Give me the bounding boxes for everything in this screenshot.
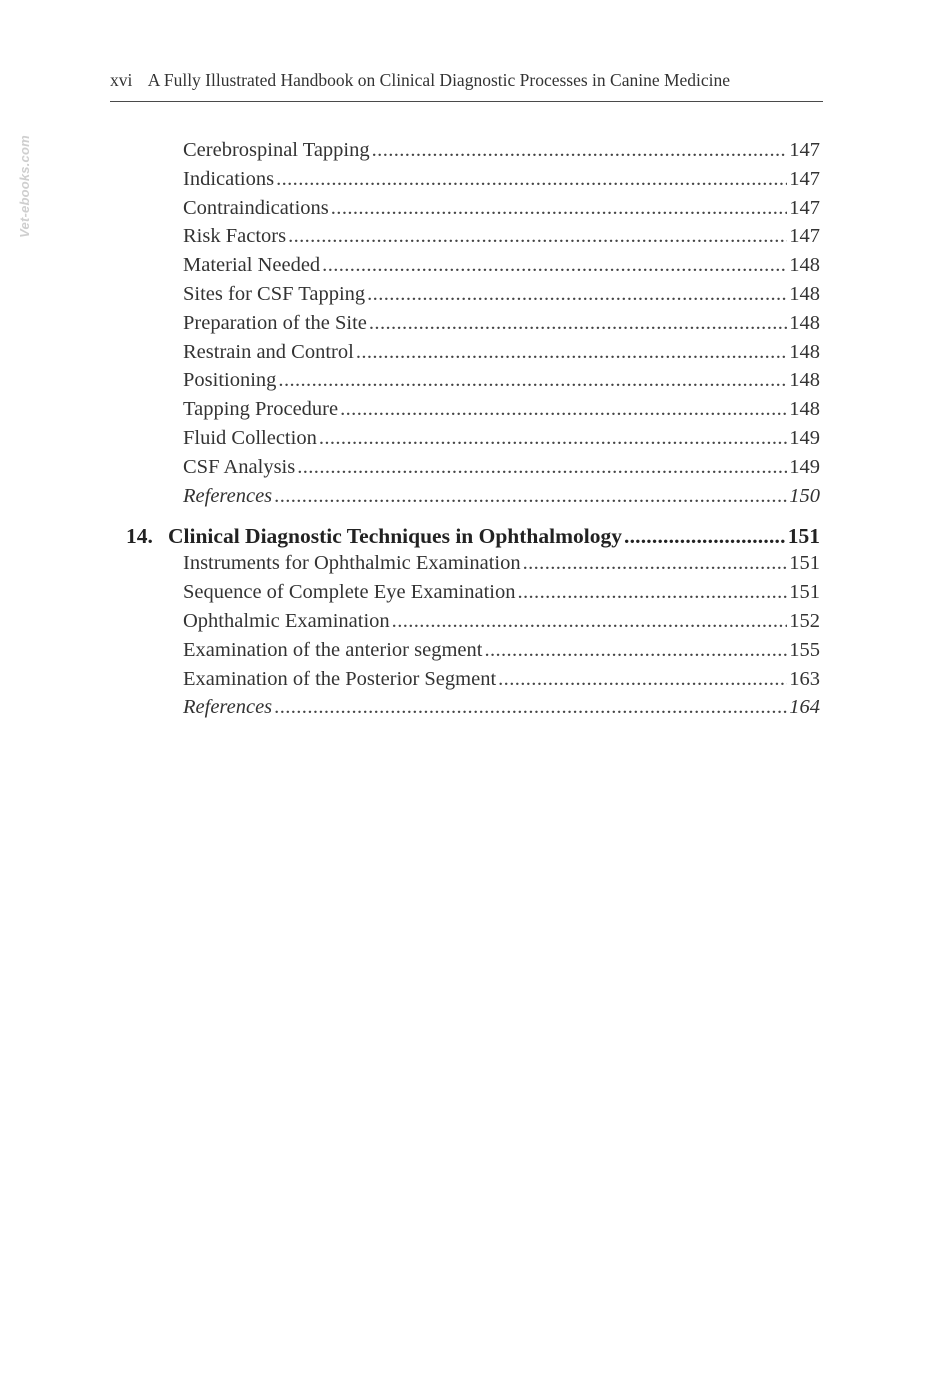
toc-entry-label: Ophthalmic Examination xyxy=(183,609,390,632)
book-title: A Fully Illustrated Handbook on Clinical Diagnostic Processes in Canine Medicine xyxy=(147,70,731,90)
toc-entry-page: 155 xyxy=(789,638,820,661)
toc-entry-label: Examination of the anterior segment xyxy=(183,638,483,661)
toc-entry-label: References xyxy=(183,696,273,719)
toc-entry-sites-for-csf-tapping xyxy=(183,280,820,309)
dot-leader xyxy=(367,280,787,309)
dot-leader xyxy=(340,395,787,424)
toc-entry-page: 147 xyxy=(789,139,820,161)
toc-entry-label: Sequence of Complete Eye Examination xyxy=(183,581,516,604)
dot-leader xyxy=(392,607,788,636)
dot-leader xyxy=(624,521,786,551)
toc-entry-page: 147 xyxy=(789,167,820,190)
toc-entry-material-needed xyxy=(183,251,820,280)
toc-entry-page: 150 xyxy=(789,484,820,507)
dot-leader xyxy=(484,636,787,665)
toc-entry-label: References xyxy=(183,484,273,507)
dot-leader xyxy=(288,222,787,251)
toc-entry-page: 148 xyxy=(789,282,820,305)
toc-entry-label: CSF Analysis xyxy=(183,455,296,478)
toc-entry-label: Risk Factors xyxy=(183,225,287,248)
toc-entry-tapping-procedure xyxy=(183,395,820,424)
toc-entry-page: 149 xyxy=(789,426,820,449)
toc-entry-ophthalmic-examination xyxy=(183,607,820,636)
dot-leader xyxy=(276,165,787,194)
toc-entry-label: Material Needed xyxy=(183,254,321,277)
dot-leader xyxy=(372,136,788,165)
dot-leader xyxy=(369,309,787,338)
toc-entry-label: Positioning xyxy=(183,369,277,392)
toc-entry-label: Fluid Collection xyxy=(183,426,317,449)
page-folio: xvi xyxy=(110,70,133,90)
toc-entry-preparation-of-the-site xyxy=(183,309,820,338)
toc-entry-csf-analysis xyxy=(183,453,820,482)
toc-entry-restrain-and-control xyxy=(183,338,820,367)
toc-entry-risk-factors xyxy=(183,222,820,251)
toc-entry-page: 152 xyxy=(789,609,820,632)
table-of-contents xyxy=(110,136,820,722)
toc-entry-label: Indications xyxy=(183,167,275,190)
toc-entry-page: 148 xyxy=(789,340,820,363)
dot-leader xyxy=(517,578,787,607)
toc-entry-instruments-for-ophthalmic-examination xyxy=(183,549,820,578)
dot-leader xyxy=(319,424,787,453)
toc-entry-label: Tapping Procedure xyxy=(183,398,339,421)
dot-leader xyxy=(523,549,788,578)
toc-entry-label: Instruments for Ophthalmic Examination xyxy=(183,552,521,575)
toc-entry-examination-of-the-posterior-segment xyxy=(183,665,820,694)
dot-leader xyxy=(356,338,787,367)
toc-entry-cerebrospinal-tapping xyxy=(183,136,820,165)
chapter-title: Clinical Diagnostic Techniques in Ophthalmology xyxy=(168,524,622,549)
watermark-text: Vet-ebooks.com xyxy=(16,134,32,238)
toc-entry-page: 148 xyxy=(789,311,820,334)
toc-entry-page: 147 xyxy=(789,225,820,248)
dot-leader xyxy=(322,251,787,280)
toc-entry-sequence-of-complete-eye-examination xyxy=(183,578,820,607)
toc-entry-page: 148 xyxy=(789,369,820,392)
chapter-number: 14. xyxy=(126,524,153,549)
watermark xyxy=(12,130,36,242)
dot-leader xyxy=(331,194,787,223)
toc-entry-page: 164 xyxy=(789,696,820,719)
toc-chapter-14 xyxy=(126,521,820,551)
dot-leader xyxy=(297,453,787,482)
toc-entry-page: 148 xyxy=(789,254,820,277)
toc-entry-label: Examination of the Posterior Segment xyxy=(183,667,497,690)
toc-entry-examination-of-the-anterior-segment xyxy=(183,636,820,665)
toc-entry-page: 147 xyxy=(789,196,820,219)
toc-entry-fluid-collection xyxy=(183,424,820,453)
toc-entry-label: Contraindications xyxy=(183,196,329,219)
toc-entry-page: 151 xyxy=(789,581,820,604)
toc-entry-positioning xyxy=(183,366,820,395)
toc-entry-references xyxy=(183,693,820,722)
toc-entry-label: Preparation of the Site xyxy=(183,311,367,334)
dot-leader xyxy=(274,693,787,722)
toc-entry-label: Cerebrospinal Tapping xyxy=(183,139,370,161)
dot-leader xyxy=(278,366,787,395)
dot-leader xyxy=(498,665,787,694)
running-header xyxy=(110,68,823,102)
toc-entry-page: 149 xyxy=(789,455,820,478)
toc-entry-page: 148 xyxy=(789,398,820,421)
chapter-page: 151 xyxy=(787,524,820,549)
toc-entry-contraindications xyxy=(183,194,820,223)
toc-entry-references xyxy=(183,482,820,511)
toc-entry-label: Sites for CSF Tapping xyxy=(183,282,366,305)
toc-entry-indications xyxy=(183,165,820,194)
toc-entry-page: 151 xyxy=(789,552,820,575)
toc-entry-label: Restrain and Control xyxy=(183,340,354,363)
dot-leader xyxy=(274,482,787,511)
toc-entry-page: 163 xyxy=(789,667,820,690)
